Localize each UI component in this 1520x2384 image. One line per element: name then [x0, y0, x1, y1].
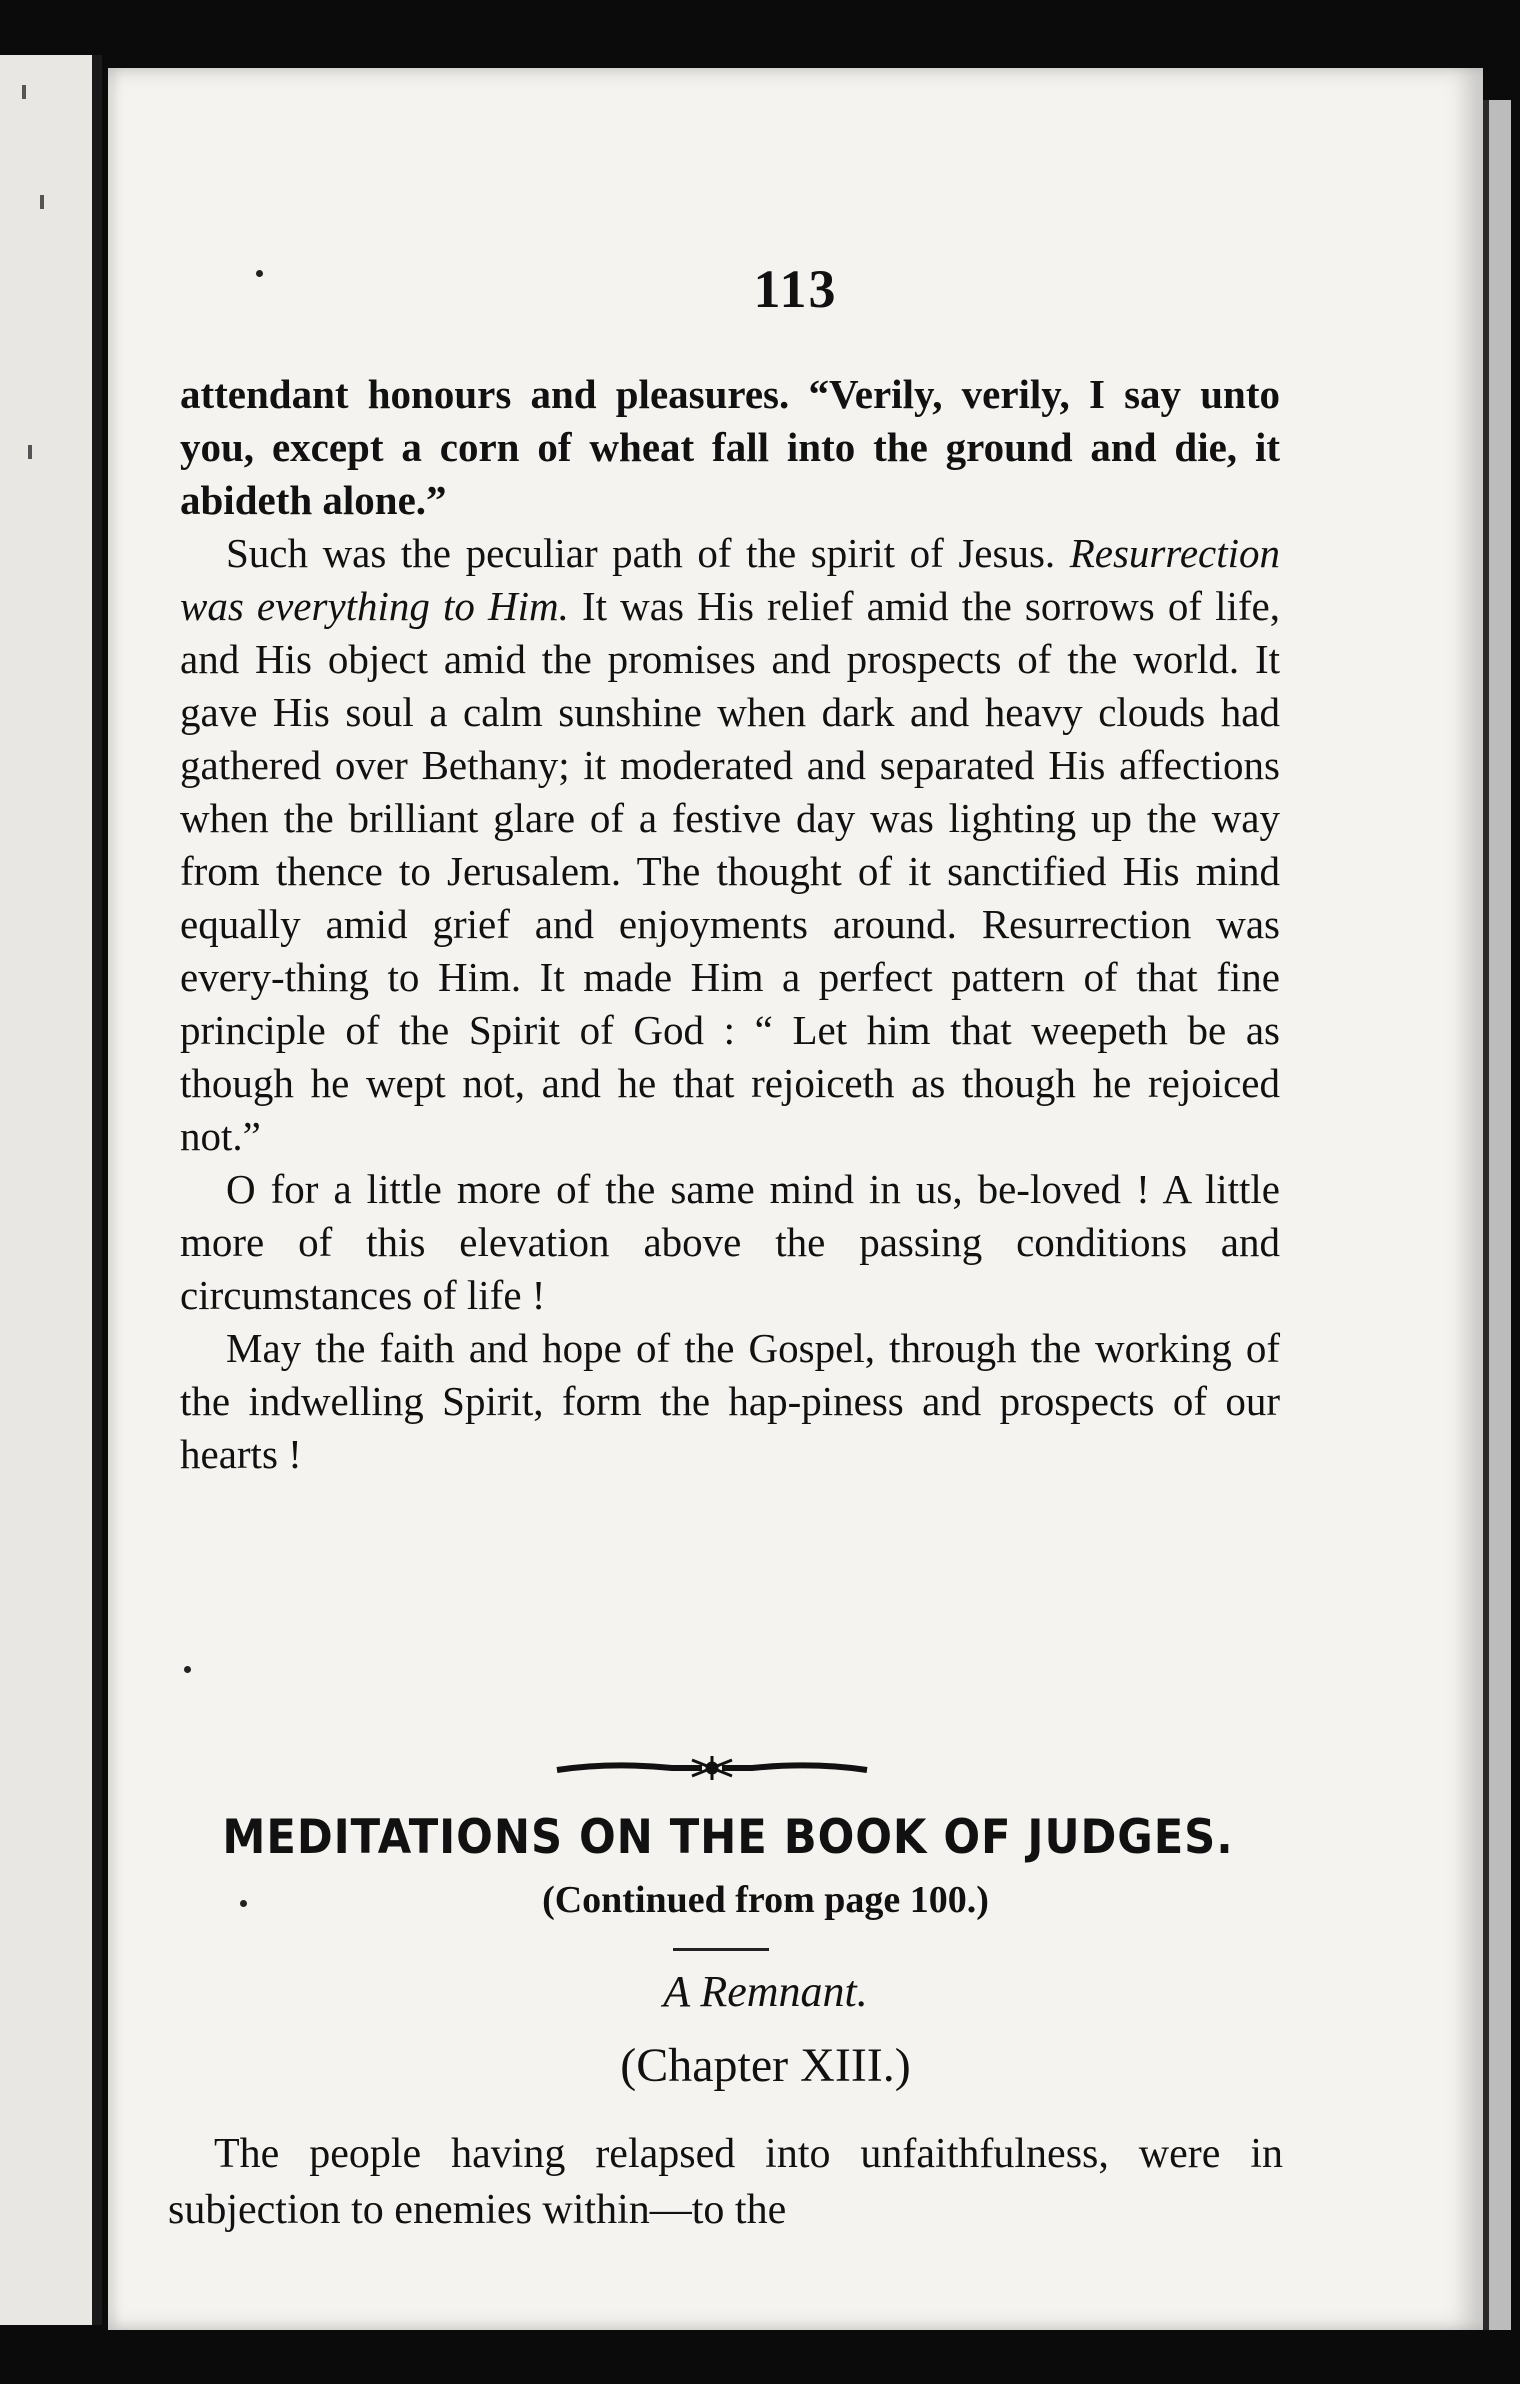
print-speck [256, 270, 263, 277]
paragraph: May the faith and hope of the Gospel, through the working of the indwelling Spirit, form the hap-piness and prospects of our hearts ! [180, 1325, 1280, 1477]
paragraph: attendant honours and pleasures. “Verily, verily, I say unto you, except a corn of wheat fall into the ground and die, it abideth alone.” [180, 371, 1280, 523]
short-rule-divider [673, 1948, 769, 1951]
body-text [180, 368, 1280, 1481]
paragraph-text: Such was the peculiar path of the spirit of Jesus. [226, 530, 1070, 576]
paragraph [180, 527, 1280, 1163]
facing-page-mark [22, 85, 26, 99]
paragraph: The people having relapsed into unfaithfulness, were in subjection to enemies within—to the [168, 2131, 1283, 2233]
chapter-label: (Chapter XIII.) [620, 2039, 911, 2092]
section-subtitle: A Remnant. [663, 1967, 868, 2016]
print-speck [184, 1666, 191, 1673]
facing-page-mark [28, 445, 32, 459]
facing-page-mark [40, 195, 44, 209]
section-heading: MEDITATIONS ON THE BOOK OF JUDGES. [222, 1810, 1234, 1865]
paragraph-text: It was His relief amid the sorrows of life, and His object amid the promises and prospects of the world. It gave His soul a calm sunshine when dark and heavy clouds had gathered over Bethany; it moderated and separated His affections when the brilliant glare of a festive day was lighting up the way from thence to Jerusalem. The thought of it sanctified His mind equally amid grief and enjoyments around. Resurrection was every-thing to Him. It made Him a perfect pattern of that fine principle of the Spirit of God : “ Let him that weepeth be as though he wept not, and he that rejoiceth as though he rejoiced not.” [180, 583, 1280, 1159]
paragraph: O for a little more of the same mind in us, be-loved ! A little more of this elevation above the passing conditions and circumstances of life ! [180, 1166, 1280, 1318]
book-page [108, 68, 1483, 2330]
emphasis-text: Resurrection was everything to Him. [180, 530, 1280, 629]
page-right-edge [1483, 100, 1511, 2330]
continued-note: (Continued from page 100.) [542, 1879, 989, 1921]
page-number: 113 [753, 259, 838, 319]
section-opening-text [168, 2126, 1283, 2238]
ornament-divider [552, 1748, 872, 1788]
facing-page-edge [0, 55, 102, 2325]
